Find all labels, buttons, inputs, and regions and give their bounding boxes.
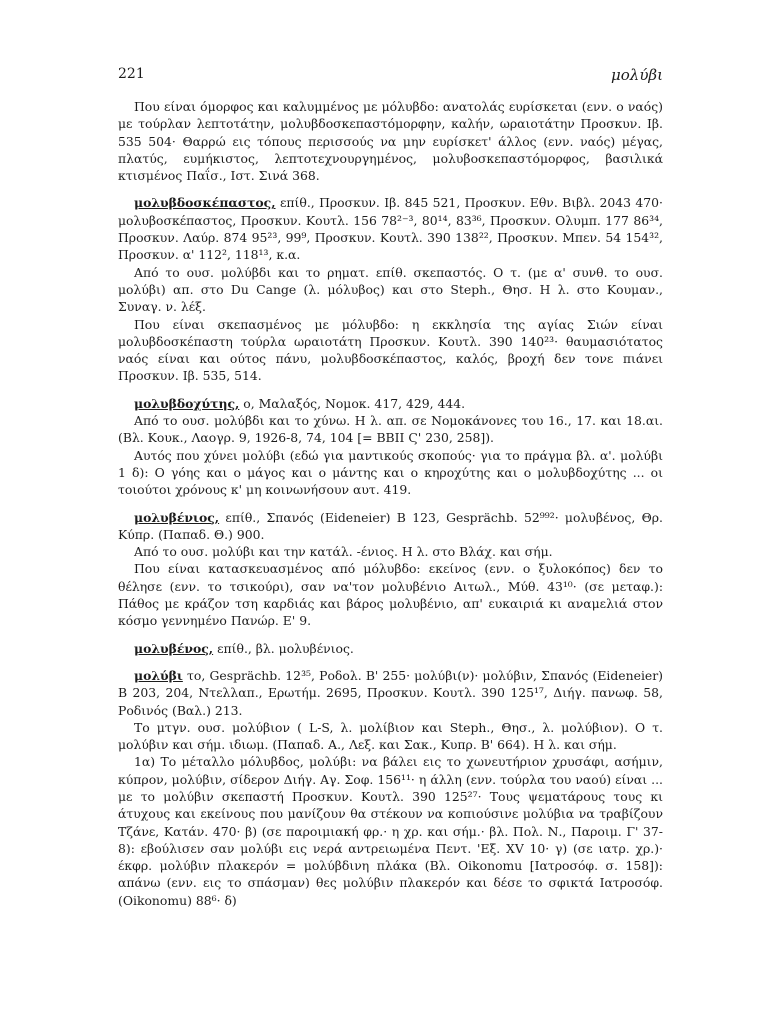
headword: μολύβι	[134, 667, 183, 683]
headword: μολυβδοσκέπαστος,	[134, 195, 276, 211]
definition: 1α) Το μέταλλο μόλυβδος, μολύβι: να βάλει εις το χωνευτήριον χρυσάφι, ασήμιν, κύπρον, μολύβιν, σίδερον Διήγ. Αγ. Σοφ. 156¹¹· η άλλη (ενν. τούρλα του ναού) είναι ... με το μολύβιν σκεπαστή Προσκυν. Κουτλ. 390 125²⁷· Τους ψεματάρους τους κι άτυχους και εκείνους που μανίζουν θα στέκουν να κοπιούσινε μολύβια να τραβίζουν Τζάνε, Κατάν. 470· β) (σε παροιμιακή φρ.· η χρ. και σήμ.· βλ. Πολ. Ν., Παροιμ. Γ' 37-8): εβούλισεν σαν μολύβι εις νερά αντρειωμένα Πεντ. 'Εξ. XV 10· γ) (σε ιατρ. χρ.)· έκφρ. μολύβιν πλακερόν = μολύβδινη πλάκα (Βλ. Oikonomu [Ιατροσόφ. σ. 158]): απάνω (ενν. εις το σπάσμαν) θες μολύβιν πλακερόν και δέσε το σφικτά Ιατροσόφ. (Oikonomu) 88⁶· δ)	[118, 754, 663, 908]
entry-molyvenos: μολυβένος, επίθ., βλ. μολυβένιος.	[134, 640, 354, 656]
entry-molyvdochytis: μολυβδοχύτης, ο, Μαλαξός, Νομοκ. 417, 429, 444.	[134, 395, 466, 411]
running-head: μολύβι	[611, 66, 663, 84]
page-header	[118, 66, 663, 88]
definition: Αυτός που χύνει μολύβι (εδώ για μαντικούς σκοπούς· για το πράγμα βλ. α'. μολύβι 1 δ): Ο γόης και ο μάγος και ο μάντης και ο κηροχύτης και ο μολυβδοχύτης ... οι τοιούτοι χρόνους κ' μη κοινωνήσουν αυτ. 419.	[118, 447, 663, 498]
entries-body	[118, 98, 663, 909]
etymology: Από το ουσ. μολύβδι και το ρηματ. επίθ. σκεπαστός. Ο τ. (με α' συνθ. το ουσ. μολύβι) απ. στο Du Cange (λ. μόλυβος) και στο Steph., Θησ. Η λ. στο Κουμαν., Συναγ. ν. λέξ.	[118, 264, 663, 315]
etymology: Το μτγν. ουσ. μολύβιον ( L-S, λ. μολίβιον και Steph., Θησ., λ. μολύβιον). Ο τ. μολύβιν και σήμ. ιδιωμ. (Παπαδ. Α., Λεξ. και Σακ., Κυπρ. Β' 664). Η λ. και σήμ.	[118, 719, 663, 753]
headword: μολυβδοχύτης,	[134, 395, 240, 411]
page-number: 221	[118, 66, 145, 82]
definition: Που είναι σκεπασμένος με μόλυβδο: η εκκλησία της αγίας Σιών είναι μολυβδοσκέπαστη τούρλα ωραιοτάτη Προσκυν. Κουτλ. 390 140²³· θαυμασιότατος ναός είναι και ούτος πάνυ, μολυβδοσκέπαστος, καλός, βροχή δεν τονε πιάνει Προσκυν. Ιβ. 535, 514.	[118, 316, 663, 384]
margin-bracket	[737, 108, 743, 258]
entry-molyvdoskepastos: μολυβδοσκέπαστος, επίθ., Προσκυν. Ιβ. 845 521, Προσκυν. Εθν. Βιβλ. 2043 470· μολυβοσκέπαστος, Προσκυν. Κουτλ. 156 78²⁻³, 80¹⁴, 83³⁶, Προσκυν. Ολυμπ. 177 86³⁴, Προσκυν. Λαύρ. 874 95²³, 99⁹, Προσκυν. Κουτλ. 390 138²², Προσκυν. Μπεν. 54 154³², Προσκυν. α' 112², 118¹³, κ.α.	[118, 195, 663, 263]
headword: μολυβένιος,	[134, 509, 220, 525]
paragraph: Που είναι όμορφος και καλυμμένος με μόλυβδο: ανατολάς ευρίσκεται (ενν. ο ναός) με τούρλαν λεπτοτάτην, μολυβδοσκεπαστόμορφην, καλήν, ωραιοτάτην Προσκυν. Ιβ. 535 504· Θαρρώ εις τόπους περισσούς να μην ευρίσκετ' άλλος (ενν. ναός) μέγας, πλατύς, ευμήκιστος, λεπτοτεχνουργημένος, μολυβοσκεπαστόμορφος, βασιλικά κτισμένος Παΐσ., Ιστ. Σινά 368.	[118, 99, 663, 184]
etymology: Από το ουσ. μολύβι και την κατάλ. -ένιος. Η λ. στο Βλάχ. και σήμ.	[134, 544, 553, 560]
headword: μολυβένος,	[134, 640, 214, 656]
entry-molyvi: μολύβι το, Gesprächb. 12³⁵, Ροδολ. Β' 255· μολύβι(ν)· μολύβιν, Σπανός (Eideneier) Β 203, 204, Ντελλαπ., Ερωτήμ. 2695, Προσκυν. Κουτλ. 390 125¹⁷, Διήγ. πανωφ. 58, Ροδινός (Βαλ.) 213.	[118, 667, 663, 718]
definition: Που είναι κατασκευασμένος από μόλυβδο: εκείνος (ενν. ο ξυλοκόπος) δεν το θέλησε (ενν. το τσικούρι), σαν να'τον μολυβένιο Αιτωλ., Μύθ. 43¹⁰· (σε μεταφ.): Πάθος με κράζον τση καρδιάς και βάρος μολυβένιο, απ' ευκαιριά κι αναμελιά στον κόσμο γεννημένο Πανώρ. Ε' 9.	[118, 561, 663, 629]
entry-molyvenios: μολυβένιος, επίθ., Σπανός (Eideneier) Β 123, Gesprächb. 52⁹⁹²· μολυβένος, Θρ. Κύπρ. (Παπαδ. Θ.) 900.	[118, 509, 663, 542]
etymology: Από το ουσ. μολύβδι και το χύνω. Η λ. απ. σε Νομοκάνονες του 16., 17. και 18.αι. (Βλ. Κουκ., Λαογρ. 9, 1926-8, 74, 104 [= ΒΒΙΙ Ϛ' 230, 258]).	[118, 413, 663, 446]
